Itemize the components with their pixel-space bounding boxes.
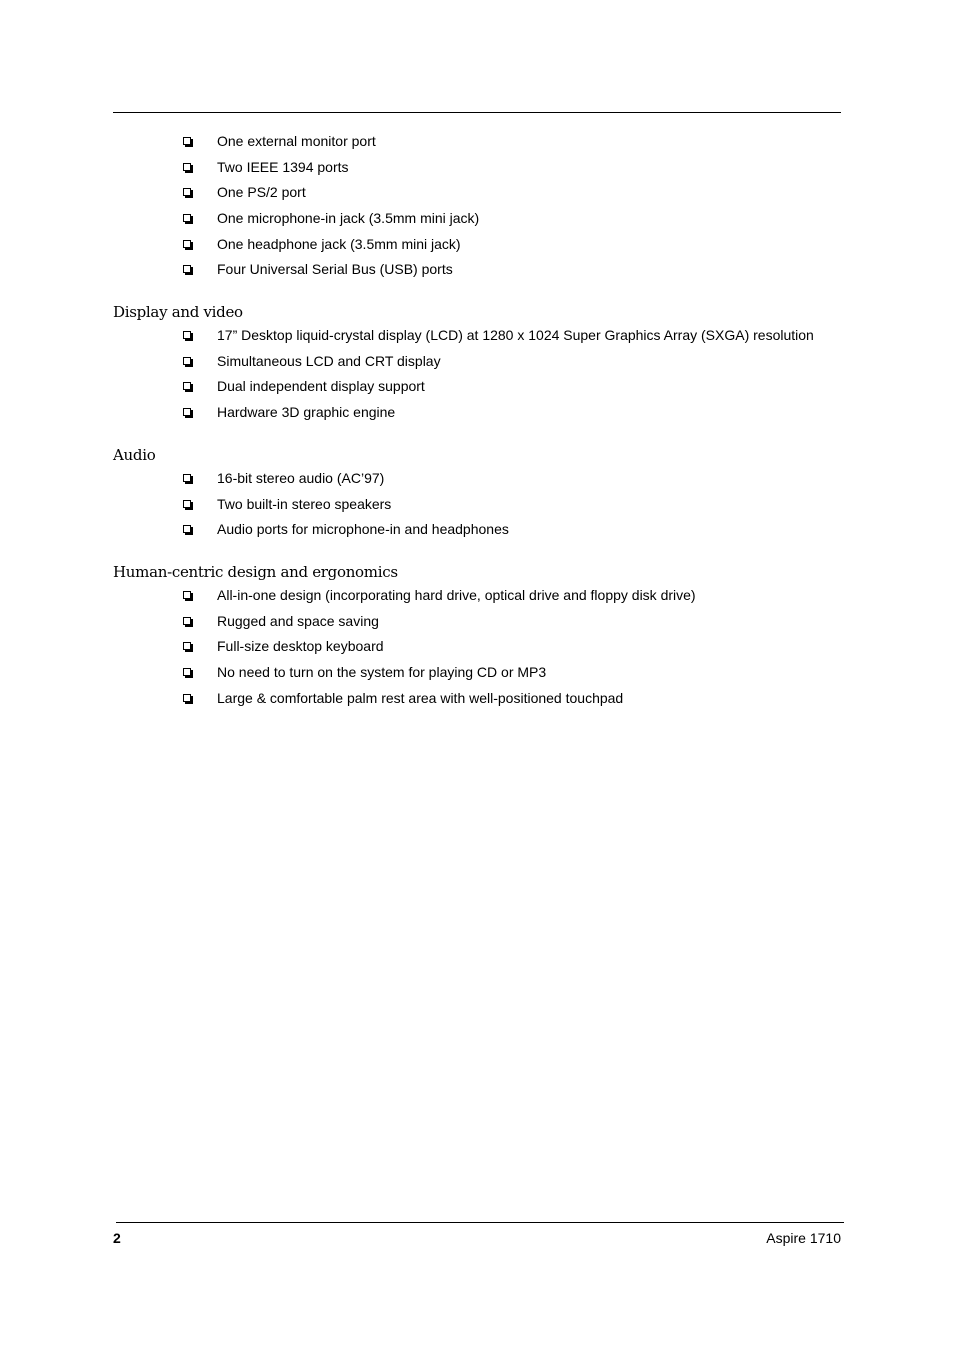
checkbox-square-icon: [183, 474, 191, 482]
checkbox-square-icon: [183, 188, 191, 196]
checkbox-square-icon: [183, 137, 191, 145]
checkbox-square-icon: [183, 694, 191, 702]
section-heading-ergonomics: Human-centric design and ergonomics: [113, 563, 398, 581]
checkbox-square-icon: [183, 591, 191, 599]
checkbox-square-icon: [183, 214, 191, 222]
checkbox-square-icon: [183, 668, 191, 676]
checkbox-square-icon: [183, 500, 191, 508]
checkbox-square-icon: [183, 265, 191, 273]
section-heading-display: Display and video: [113, 303, 243, 321]
checkbox-square-icon: [183, 163, 191, 171]
checkbox-square-icon: [183, 240, 191, 248]
header-rule: [113, 112, 841, 113]
page-number: 2: [113, 1230, 121, 1246]
checkbox-square-icon: [183, 382, 191, 390]
section-heading-audio: Audio: [113, 446, 156, 464]
checkbox-square-icon: [183, 525, 191, 533]
checkbox-square-icon: [183, 331, 191, 339]
product-name: Aspire 1710: [766, 1230, 841, 1246]
checkbox-square-icon: [183, 642, 191, 650]
checkbox-square-icon: [183, 617, 191, 625]
checkbox-square-icon: [183, 357, 191, 365]
footer-rule: [116, 1222, 844, 1223]
checkbox-square-icon: [183, 408, 191, 416]
